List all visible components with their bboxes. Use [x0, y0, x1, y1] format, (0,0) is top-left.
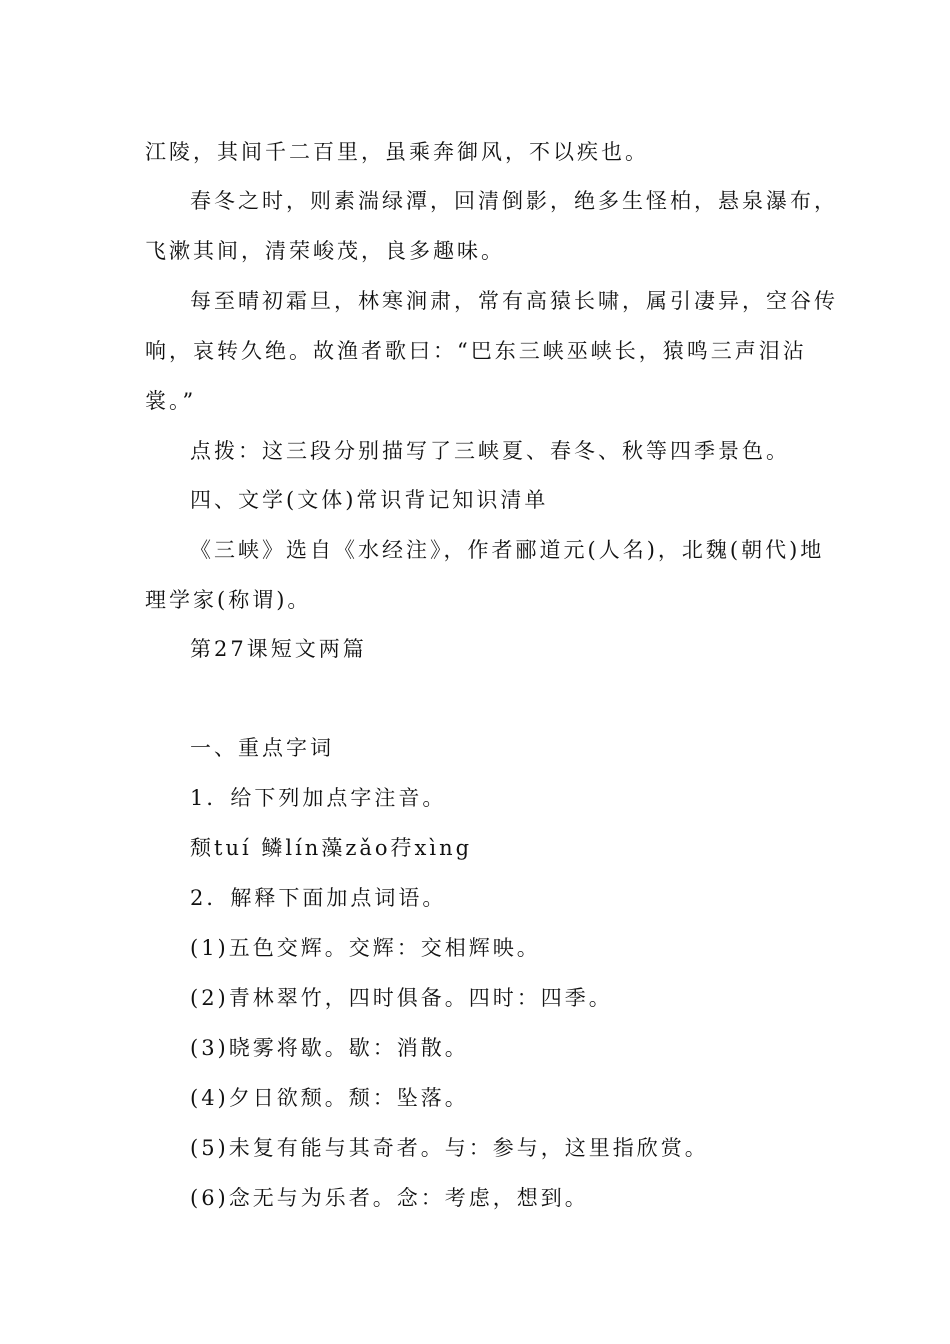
section-heading: 一、重点字词: [190, 736, 334, 760]
paragraph-line: 江陵，其间千二百里，虽乘奔御风，不以疾也。: [145, 140, 649, 164]
list-item: (4)夕日欲颓。颓：坠落。: [190, 1086, 469, 1110]
paragraph-line: 每至晴初霜旦，林寒涧肃，常有高猿长啸，属引凄异，空谷传: [190, 289, 838, 313]
question-line: 1．给下列加点字注音。: [190, 786, 447, 810]
list-item: (3)晓雾将歇。歇：消散。: [190, 1036, 469, 1060]
section-heading: 四、文学(文体)常识背记知识清单: [190, 488, 549, 512]
paragraph-line: 春冬之时，则素湍绿潭，回清倒影，绝多生怪柏，悬泉瀑布，: [190, 189, 838, 213]
paragraph-line: 理学家(称谓)。: [145, 588, 312, 612]
paragraph-line: 裳。”: [145, 389, 197, 413]
lesson-title: 第27课短文两篇: [190, 637, 367, 661]
paragraph-line: 《三峡》选自《水经注》，作者郦道元(人名)，北魏(朝代)地: [190, 538, 825, 562]
list-item: (1)五色交辉。交辉：交相辉映。: [190, 936, 541, 960]
paragraph-line: 飞漱其间，清荣峻茂，良多趣味。: [145, 239, 505, 263]
paragraph-line: 响，哀转久绝。故渔者歌曰：“巴东三峡巫峡长，猿鸣三声泪沾: [145, 339, 807, 363]
list-item: (2)青林翠竹，四时俱备。四时：四季。: [190, 986, 613, 1010]
answer-line: 颓tuí 鳞lín藻zǎo荇xìng: [190, 836, 473, 860]
list-item: (6)念无与为乐者。念：考虑，想到。: [190, 1186, 589, 1210]
question-line: 2．解释下面加点词语。: [190, 886, 447, 910]
note-line: 点拨：这三段分别描写了三峡夏、春冬、秋等四季景色。: [190, 439, 790, 463]
list-item: (5)未复有能与其奇者。与：参与，这里指欣赏。: [190, 1136, 709, 1160]
